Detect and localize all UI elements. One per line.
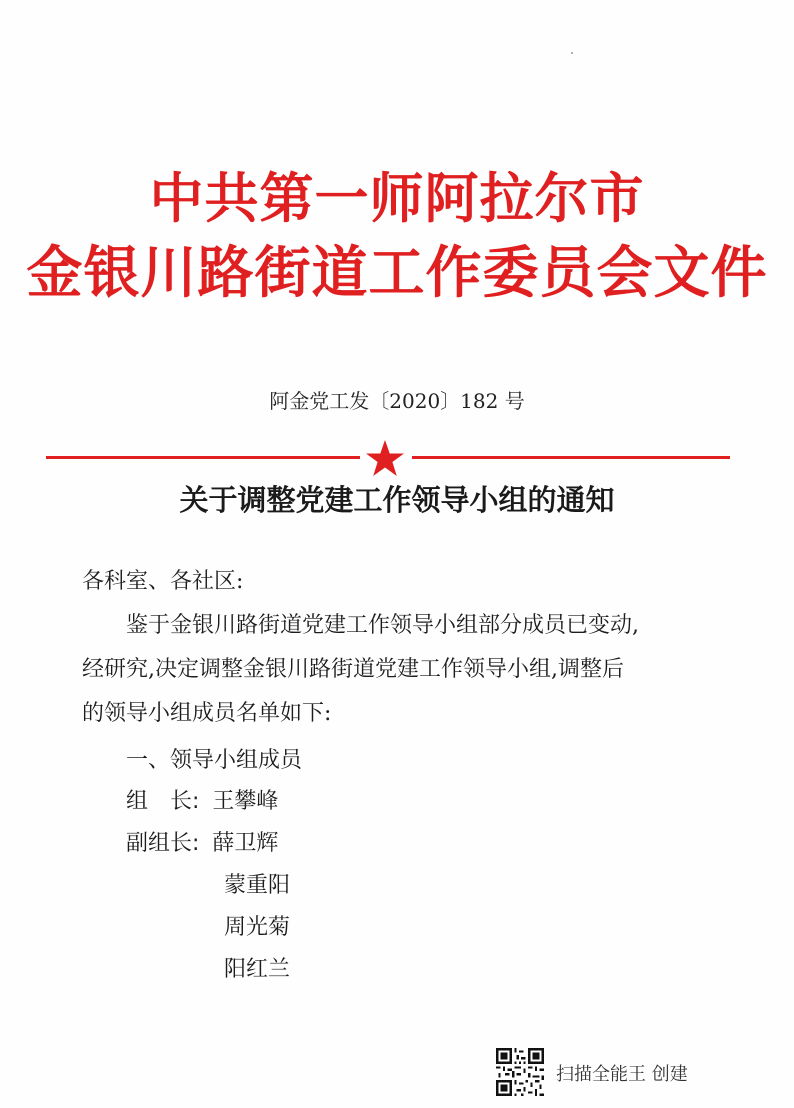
document-number: 阿金党工发〔2020〕182 号: [269, 389, 525, 413]
paragraph-line-3: 的领导小组成员名单如下:: [82, 701, 332, 726]
qr-code-icon: [496, 1048, 544, 1096]
leader-label: 组 长:: [126, 789, 200, 814]
deputy-name: 阳红兰: [224, 957, 291, 982]
document-title: 关于调整党建工作领导小组的通知: [179, 483, 615, 517]
deputy-row: [126, 826, 278, 857]
leader-name: 王攀峰: [212, 789, 279, 814]
red-rule-right: [412, 456, 730, 459]
paragraph-line-1: 鉴于金银川路街道党建工作领导小组部分成员已变动,: [126, 613, 639, 638]
deputy-label: 副组长:: [126, 831, 200, 856]
section-heading: 一、领导小组成员: [126, 748, 303, 773]
leader-row: [126, 784, 278, 815]
deputy-name: 薛卫辉: [212, 831, 279, 856]
issuing-authority-line2: 金银川路街道工作委员会文件: [26, 241, 768, 306]
paragraph-line-2: 经研究,决定调整金银川路街道党建工作领导小组,调整后: [82, 657, 624, 682]
scanner-watermark: 扫描全能王 创建: [556, 1064, 688, 1085]
red-star-icon: [365, 439, 405, 477]
scan-speck: [571, 52, 573, 54]
red-rule-left: [46, 456, 360, 459]
issuing-authority-line1: 中共第一师阿拉尔市: [149, 167, 645, 230]
deputy-name: 周光菊: [224, 915, 291, 940]
salutation: 各科室、各社区:: [82, 569, 244, 594]
deputy-name: 蒙重阳: [224, 873, 291, 898]
